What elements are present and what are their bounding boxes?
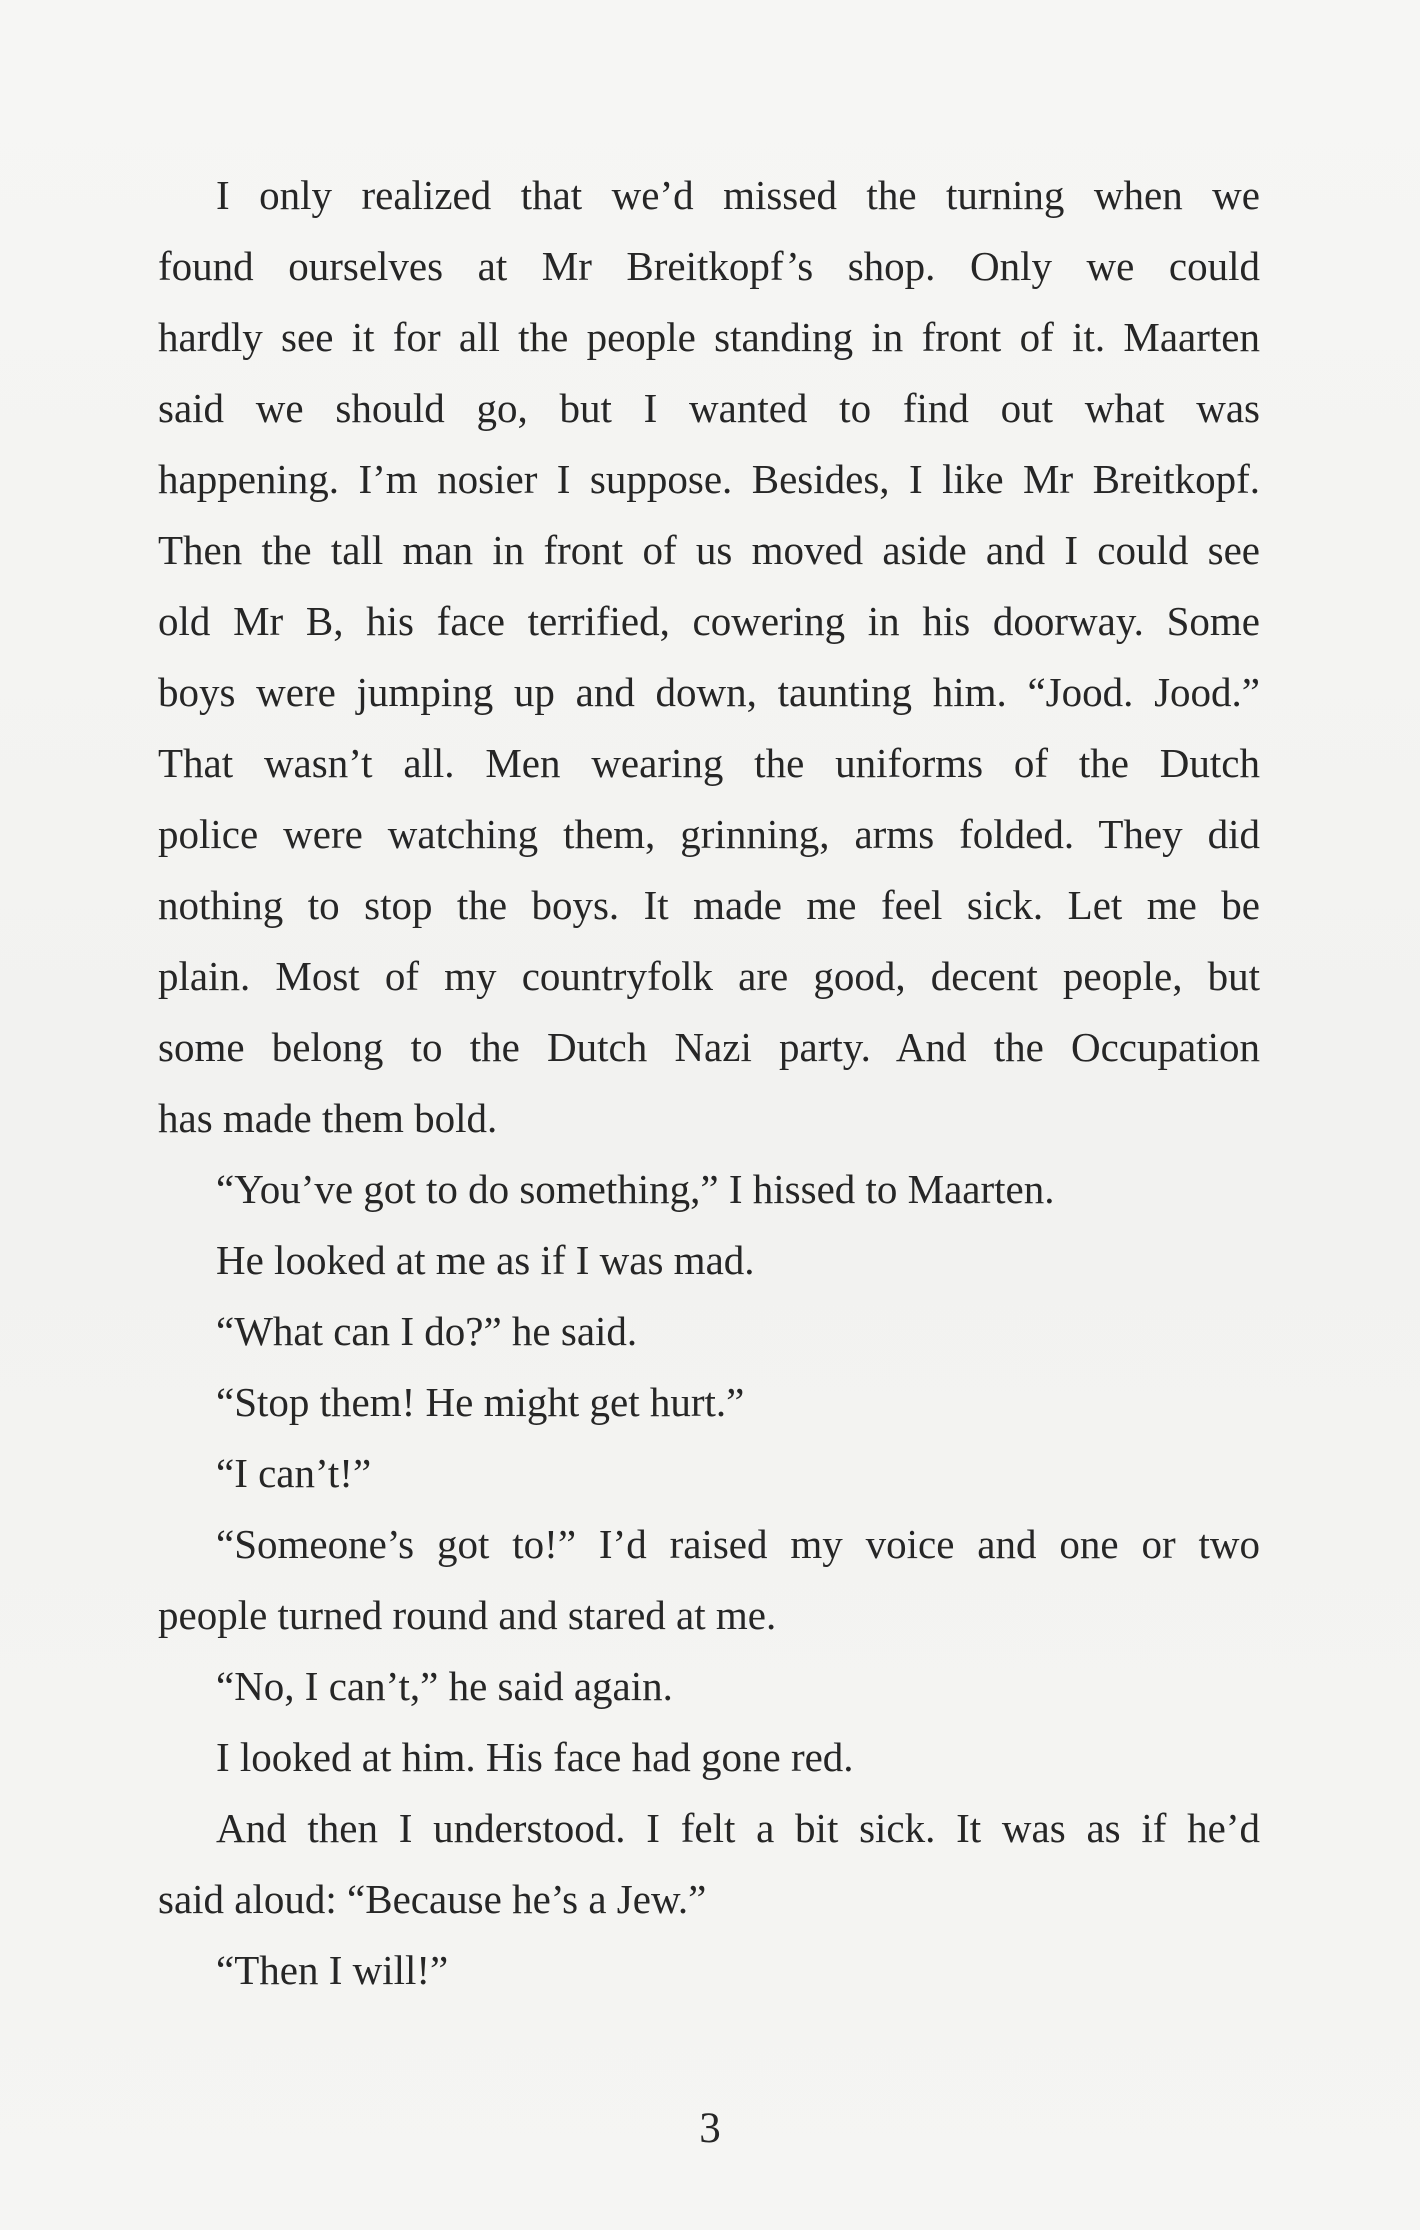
text-line: found ourselves at Mr Breitkopf’s shop. Only we could: [158, 243, 1260, 289]
text-line: nothing to stop the boys. It made me feel sick. Let me be: [158, 882, 1260, 928]
text-line: I only realized that we’d missed the turning when we: [216, 172, 1260, 218]
text-line: “Stop them! He might get hurt.”: [216, 1379, 745, 1425]
text-line: people turned round and stared at me.: [158, 1592, 777, 1638]
text-line: has made them bold.: [158, 1095, 498, 1141]
text-line: Then the tall man in front of us moved aside and I could see: [158, 527, 1260, 573]
text-line: I looked at him. His face had gone red.: [216, 1734, 854, 1780]
text-line: “No, I can’t,” he said again.: [216, 1663, 673, 1709]
text-line: And then I understood. I felt a bit sick. It was as if he’d: [216, 1805, 1260, 1851]
text-line: “Then I will!”: [216, 1947, 449, 1993]
text-line: happening. I’m nosier I suppose. Besides, I like Mr Breitkopf.: [158, 456, 1260, 502]
text-line: hardly see it for all the people standing in front of it. Maarten: [158, 314, 1260, 360]
text-line: That wasn’t all. Men wearing the uniforms of the Dutch: [158, 740, 1260, 786]
text-line: “What can I do?” he said.: [216, 1308, 638, 1354]
body-text: [158, 160, 1260, 2006]
text-line: said we should go, but I wanted to find out what was: [158, 385, 1260, 431]
text-line: boys were jumping up and down, taunting him. “Jood. Jood.”: [158, 669, 1260, 715]
text-line: “You’ve got to do something,” I hissed to Maarten.: [216, 1166, 1055, 1212]
text-line: “I can’t!”: [216, 1450, 372, 1496]
text-line: He looked at me as if I was mad.: [216, 1237, 755, 1283]
text-line: “Someone’s got to!” I’d raised my voice and one or two: [216, 1521, 1260, 1567]
text-line: plain. Most of my countryfolk are good, decent people, but: [158, 953, 1260, 999]
text-line: old Mr B, his face terrified, cowering in his doorway. Some: [158, 598, 1260, 644]
text-line: said aloud: “Because he’s a Jew.”: [158, 1876, 707, 1922]
page-number: 3: [699, 2105, 721, 2152]
text-line: some belong to the Dutch Nazi party. And the Occupation: [158, 1024, 1260, 1070]
text-line: police were watching them, grinning, arms folded. They did: [158, 811, 1260, 857]
